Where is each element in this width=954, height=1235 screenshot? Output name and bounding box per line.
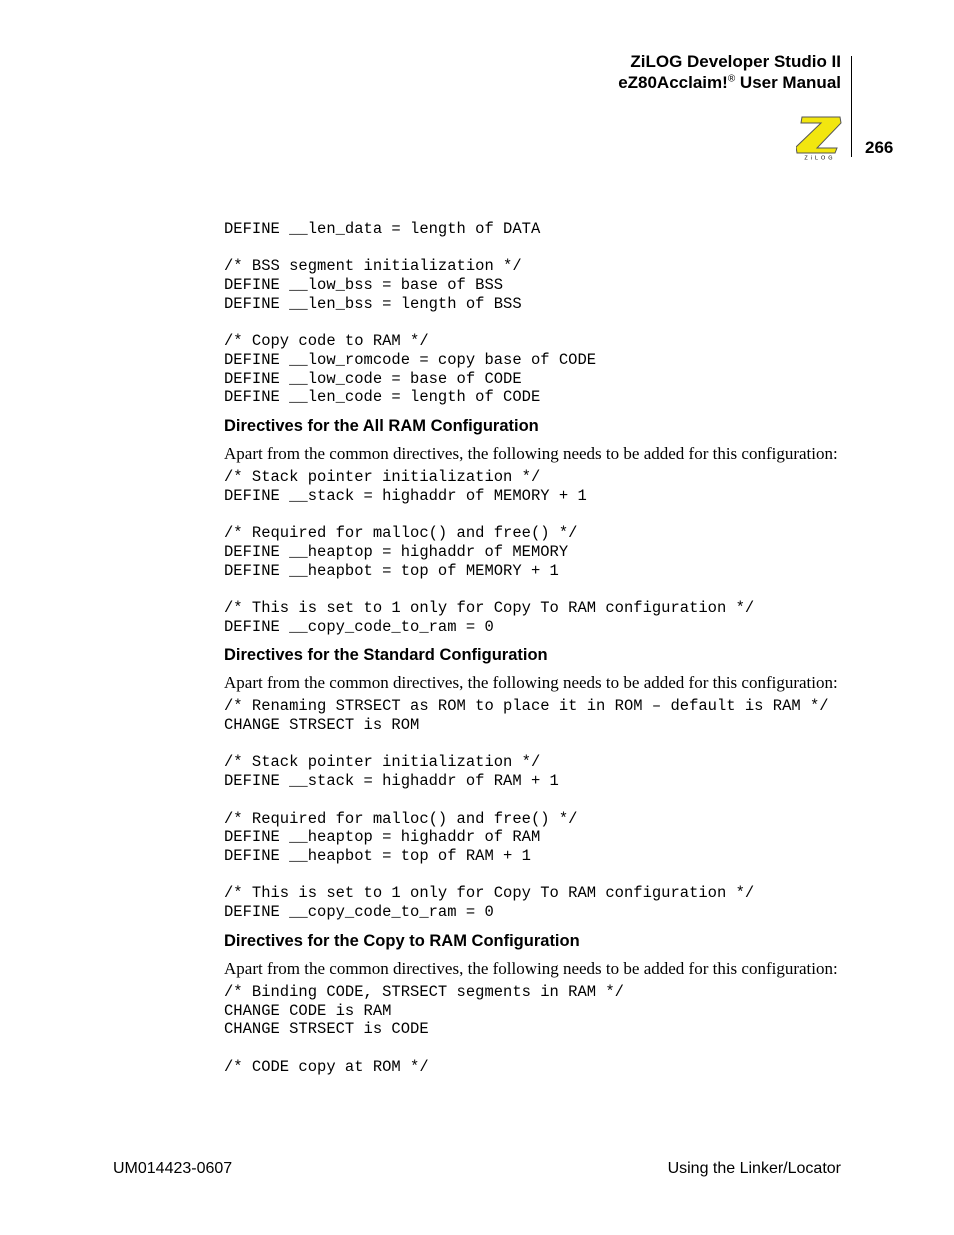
heading-standard: Directives for the Standard Configuration [224, 646, 548, 665]
code-block-all-ram: /* Stack pointer initialization */ DEFINE __stack = highaddr of MEMORY + 1 /* Required for malloc() and free() */ DEFINE __heaptop = highaddr of MEMORY DEFINE __heapbot = top of MEMORY + 1 /* This is set to 1 only for Copy To RAM configuration */ DEFINE __copy_code_to_ram = 0 [224, 468, 755, 636]
heading-all-ram: Directives for the All RAM Configuration [224, 417, 539, 436]
paragraph-copy-to-ram: Apart from the common directives, the following needs to be added for this configuration: [224, 958, 838, 978]
footer-doc-number: UM014423-0607 [113, 1160, 233, 1177]
paragraph-standard: Apart from the common directives, the following needs to be added for this configuration: [224, 673, 838, 693]
code-block-copy-to-ram: /* Binding CODE, STRSECT segments in RAM */ CHANGE CODE is RAM CHANGE STRSECT is CODE /* CODE copy at ROM */ [224, 982, 624, 1076]
zilog-logo-icon [796, 114, 844, 160]
page-content [224, 220, 854, 1076]
title-line-1: ZiLOG Developer Studio II [630, 52, 841, 71]
title-line-2 [618, 72, 841, 93]
logo-wordmark: ZiLOG [804, 155, 836, 160]
code-block-common: DEFINE __len_data = length of DATA /* BSS segment initialization */ DEFINE __low_bss = base of BSS DEFINE __len_bss = length of BSS /* Copy code to RAM */ DEFINE __low_romcode = copy base of CODE DEFINE __low_code = base of CODE DEFINE __len_code = length of CODE [224, 220, 597, 407]
document-title [618, 51, 841, 93]
header-divider [851, 56, 852, 157]
heading-copy-to-ram: Directives for the Copy to RAM Configuration [224, 931, 580, 950]
code-block-standard: /* Renaming STRSECT as ROM to place it in ROM – default is RAM */ CHANGE STRSECT is ROM /* Stack pointer initialization */ DEFINE __stack = highaddr of RAM + 1 /* Required for malloc() and free() */ DEFINE __heaptop = highaddr of RAM DEFINE __heapbot = top of RAM + 1 /* This is set to 1 only for Copy To RAM configuration */ DEFINE __copy_code_to_ram = 0 [224, 697, 829, 922]
page-number: 266 [865, 138, 894, 157]
footer-section-name: Using the Linker/Locator [667, 1160, 841, 1177]
paragraph-all-ram: Apart from the common directives, the following needs to be added for this configuration: [224, 444, 838, 464]
title-manual: User Manual [735, 73, 841, 92]
registered-mark: ® [727, 73, 736, 85]
title-product: eZ80Acclaim! [618, 73, 728, 92]
